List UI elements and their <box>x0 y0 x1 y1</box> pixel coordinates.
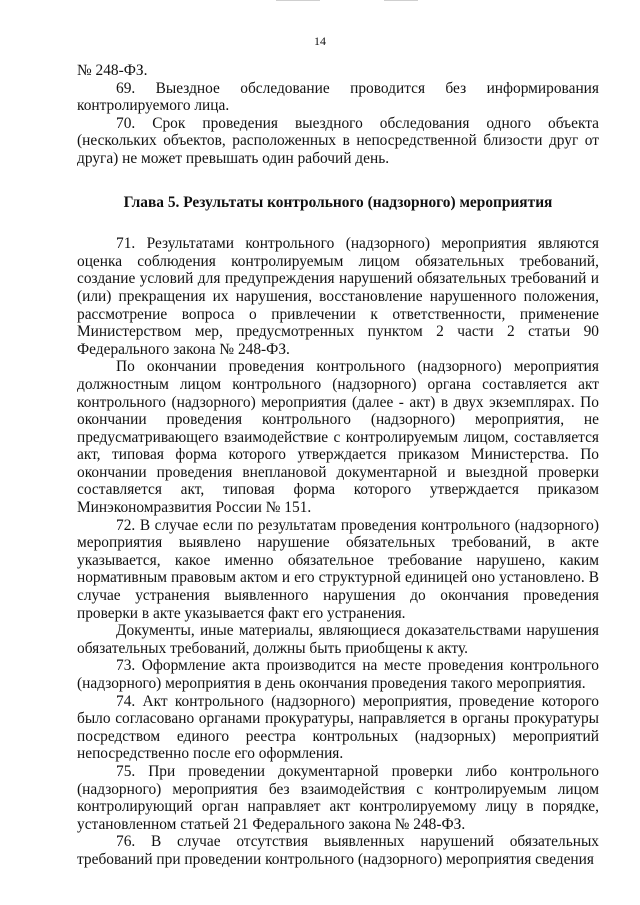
paragraphs-before-chapter <box>77 62 599 168</box>
document-body <box>77 62 599 869</box>
top-edge-rule <box>276 0 320 1</box>
top-edge-rule <box>384 0 418 1</box>
paragraph: 72. В случае если по результатам проведения контрольного (надзорного) мероприятия выявлено нарушение обязательных требований, в акте указывается, какое именно обязательное требование нарушено, каким нормативным правовым актом и его структурной единицей оно установлено. В случае устранения выявленного нарушения до окончания проведения проверки в акте указывается факт его устранения. <box>77 516 599 622</box>
paragraph: 69. Выездное обследование проводится без информирования контролируемого лица. <box>77 79 599 115</box>
paragraph: 70. Срок проведения выездного обследования одного объекта (нескольких объектов, расположенных в непосредственной близости друг от друга) не может превышать один рабочий день. <box>77 114 599 167</box>
paragraph: 76. В случае отсутствия выявленных нарушений обязательных требований при проведении контрольного (надзорного) мероприятия сведения <box>77 833 599 868</box>
paragraph: № 248-ФЗ. <box>77 62 148 79</box>
paragraph: 75. При проведении документарной проверки либо контрольного (надзорного) мероприятия без взаимодействия с контролируемым лицом контролирующий орган направляет акт контролируемому лицу в порядке, установленном статьей 21 Федерального закона № 248-ФЗ. <box>77 762 599 833</box>
paragraph: По окончании проведения контрольного (надзорного) мероприятия должностным лицом контрольного (надзорного) органа составляется акт контрольного (надзорного) мероприятия (далее - акт) в двух экземплярах. По окончании проведения контрольного (надзорного) мероприятия, не предусматривающего взаимодействие с контролируемым лицом, составляется акт, типовая форма которого утверждается приказом Министерства. По окончании проведения внеплановой документарной и выездной проверки составляется акт, типовая форма которого утверждается приказом Минэкономразвития России № 151. <box>77 358 599 517</box>
chapter-title: Глава 5. Результаты контрольного (надзорного) мероприятия <box>123 193 553 211</box>
paragraphs-after-chapter <box>77 235 599 868</box>
paragraph: Документы, иные материалы, являющиеся доказательствами нарушения обязательных требований, должны быть приобщены к акту. <box>77 622 599 657</box>
paragraph: 73. Оформление акта производится на месте проведения контрольного (надзорного) мероприятия в день окончания проведения такого мероприятия. <box>77 657 599 692</box>
paragraph: 74. Акт контрольного (надзорного) мероприятия, проведение которого было согласовано органами прокуратуры, направляется в органы прокуратуры посредством единого реестра контрольных (надзорных) мероприятий непосредственно после его оформления. <box>77 692 599 763</box>
paragraph: 71. Результатами контрольного (надзорного) мероприятия являются оценка соблюдения контролируемым лицом обязательных требований, создание условий для предупреждения нарушений обязательных требований и (или) прекращения их нарушения, восстановление нарушенного положения, рассмотрение вопроса о привлечении к ответственности, применение Министерством мер, предусмотренных пунктом 2 части 2 статьи 90 Федерального закона № 248-ФЗ. <box>77 235 599 358</box>
page-number: 14 <box>314 34 326 48</box>
